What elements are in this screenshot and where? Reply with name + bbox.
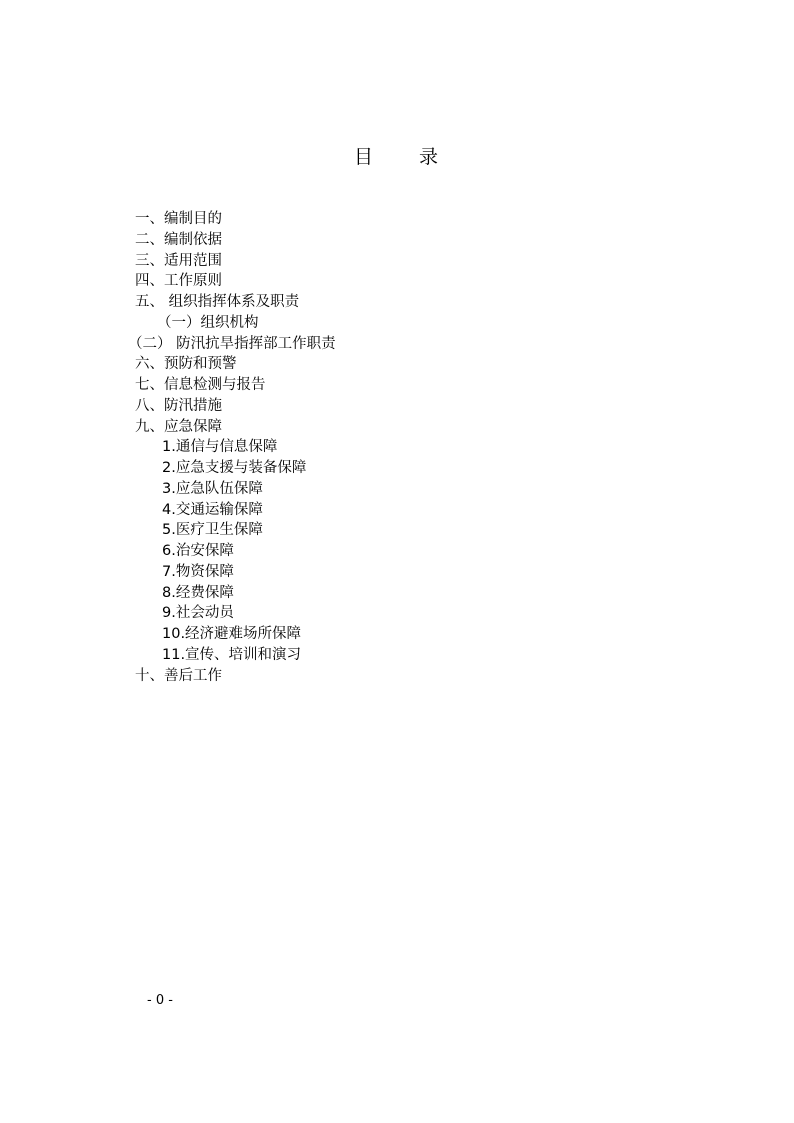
toc-entry: 六、预防和预警 xyxy=(135,356,237,373)
toc-entry: 9.社会动员 xyxy=(162,605,234,622)
toc-entry: 8.经费保障 xyxy=(162,584,234,601)
toc-entry: 十、善后工作 xyxy=(135,667,222,684)
toc-entry: 2.应急支援与装备保障 xyxy=(162,460,307,476)
page-number: - 0 - xyxy=(147,993,173,1008)
toc-entry: 九、应急保障 xyxy=(135,418,222,435)
toc-entry: 五、 组织指挥体系及职责 xyxy=(135,294,300,310)
toc-entry: 四、工作原则 xyxy=(135,273,222,290)
toc-entry: （一）组织机构 xyxy=(157,314,259,331)
toc-entry: 一、编制目的 xyxy=(135,211,222,227)
page-title xyxy=(0,142,794,169)
toc-entry: 三、适用范围 xyxy=(135,252,222,269)
toc-entry: 4.交通运输保障 xyxy=(162,501,263,518)
toc-entry: 1.通信与信息保障 xyxy=(162,439,278,456)
toc-entry: 二、编制依据 xyxy=(135,231,222,248)
toc-entry: 10.经济避难场所保障 xyxy=(162,626,302,642)
title-part-1: 目 xyxy=(353,146,375,168)
toc-entry: 八、防汛措施 xyxy=(135,397,222,414)
toc-entry: 5.医疗卫生保障 xyxy=(162,522,263,539)
toc-entry: 3.应急队伍保障 xyxy=(162,480,263,497)
toc-entry: 6.治安保障 xyxy=(162,543,234,559)
title-part-2: 录 xyxy=(419,146,441,168)
toc-entry: 七、信息检测与报告 xyxy=(135,377,266,393)
toc-entry: 7.物资保障 xyxy=(162,563,234,580)
toc-entry: 11.宣传、培训和演习 xyxy=(162,646,302,663)
toc-entry: （二） 防汛抗旱指挥部工作职责 xyxy=(128,335,336,352)
